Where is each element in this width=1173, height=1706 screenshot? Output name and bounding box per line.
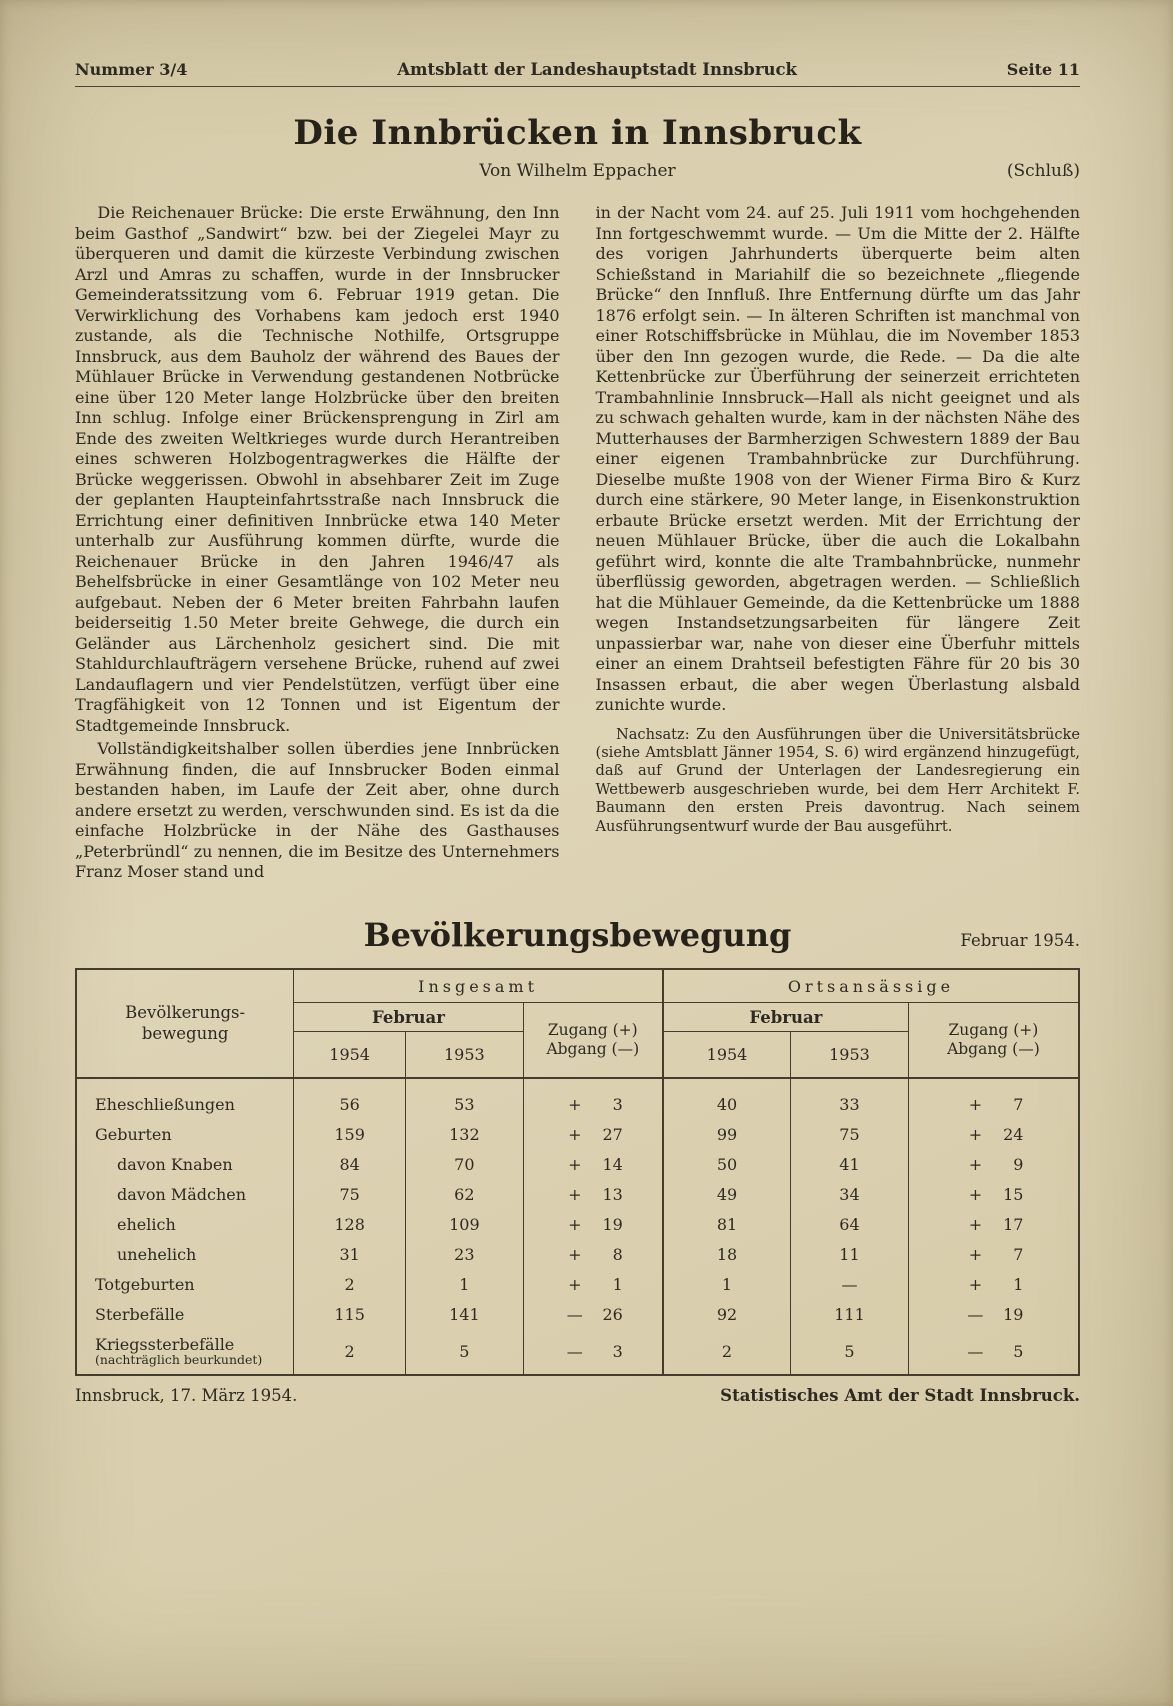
- value-cell: 31: [294, 1239, 406, 1269]
- table-row: [76, 1149, 1079, 1179]
- value-cell: 40: [663, 1078, 791, 1120]
- diff-cell: [908, 1119, 1079, 1149]
- group-header-insgesamt: Insgesamt: [294, 969, 663, 1003]
- diff-header: [908, 1002, 1079, 1078]
- diff-cell: [523, 1269, 663, 1299]
- diff-cell: [908, 1269, 1079, 1299]
- table-head: [76, 969, 1079, 1078]
- page-number: Seite 11: [1006, 60, 1080, 79]
- diff-header-line: Zugang (+): [547, 1020, 638, 1039]
- value-cell: 84: [294, 1149, 406, 1179]
- table-footer: [75, 1386, 1080, 1405]
- page-content: [75, 60, 1080, 1405]
- row-label: Kriegssterbefälle (nachträglich beurkundet): [76, 1329, 294, 1375]
- diff-value: 5: [1013, 1342, 1024, 1361]
- diff-header: [523, 1002, 663, 1078]
- article-column-left: [75, 203, 560, 886]
- month-header: Februar: [663, 1002, 908, 1031]
- value-cell: 81: [663, 1209, 791, 1239]
- diff-cell: [908, 1209, 1079, 1239]
- group-header-ortsansaessige: Ortsansässige: [663, 969, 1079, 1003]
- footer-date: Innsbruck, 17. März 1954.: [75, 1386, 298, 1405]
- diff-value: 1: [612, 1274, 623, 1294]
- article-title: Die Innbrücken in Innsbruck: [293, 113, 862, 153]
- diff-value: 9: [1013, 1154, 1024, 1174]
- article-column-right: [596, 203, 1081, 886]
- page-header: [75, 60, 1080, 79]
- value-cell: 53: [406, 1078, 524, 1120]
- value-cell: 1: [663, 1269, 791, 1299]
- diff-cell: [523, 1149, 663, 1179]
- value-cell: 75: [791, 1119, 909, 1149]
- value-cell: 5: [791, 1329, 909, 1375]
- diff-header-line: Abgang (—): [546, 1039, 640, 1058]
- diff-sign: +: [968, 1154, 983, 1174]
- diff-sign: +: [568, 1214, 582, 1234]
- value-cell: 2: [663, 1329, 791, 1375]
- value-cell: 50: [663, 1149, 791, 1179]
- diff-sign: —: [967, 1342, 984, 1361]
- diff-sign: +: [968, 1214, 983, 1234]
- row-label: Geburten: [76, 1119, 294, 1149]
- diff-sign: —: [566, 1304, 583, 1324]
- diff-cell: [523, 1119, 663, 1149]
- diff-cell: [523, 1299, 663, 1329]
- year-header: 1954: [294, 1031, 406, 1078]
- table-row: [76, 1239, 1079, 1269]
- table-row: [76, 1179, 1079, 1209]
- year-header: 1953: [406, 1031, 524, 1078]
- diff-cell: [908, 1078, 1079, 1120]
- article-byline: Von Wilhelm Eppacher: [479, 161, 676, 181]
- diff-cell: [908, 1239, 1079, 1269]
- diff-value: 19: [602, 1214, 623, 1234]
- table-row: [76, 1119, 1079, 1149]
- diff-sign: +: [968, 1124, 983, 1144]
- value-cell: 75: [294, 1179, 406, 1209]
- table-row: [76, 1269, 1079, 1299]
- table-row: [76, 1209, 1079, 1239]
- value-cell: 1: [406, 1269, 524, 1299]
- diff-sign: +: [568, 1184, 582, 1204]
- issue-number: Nummer 3/4: [75, 60, 188, 79]
- diff-sign: +: [968, 1184, 983, 1204]
- diff-cell: [908, 1149, 1079, 1179]
- diff-header-line: Zugang (+): [948, 1020, 1039, 1039]
- value-cell: 62: [406, 1179, 524, 1209]
- stats-section-header: [75, 916, 1080, 954]
- nachsatz-paragraph: Nachsatz: Zu den Ausführungen über die Universitätsbrücke (siehe Amtsblatt Jänner 1954, S. 6) wird ergänzend hinzugefügt, daß auf Grund der Unterlagen der Landesregierung ein Wettbewerb ausgeschrieben wurde, bei dem Herr Architekt F. Baumann den ersten Preis davontrug. Nach seinem Ausführungsentwurf wurde der Bau ausgeführt.: [595, 725, 1080, 835]
- row-label: ehelich: [76, 1209, 294, 1239]
- value-cell: 18: [663, 1239, 791, 1269]
- row-label: Eheschließungen: [76, 1078, 294, 1120]
- value-cell: 11: [791, 1239, 909, 1269]
- diff-value: 13: [602, 1184, 623, 1204]
- diff-cell: [908, 1299, 1079, 1329]
- row-label: davon Knaben: [76, 1149, 294, 1179]
- stats-title: Bevölkerungsbewegung: [363, 915, 792, 954]
- table-row: [76, 1329, 1079, 1375]
- diff-cell: [523, 1179, 663, 1209]
- value-cell: 5: [406, 1329, 524, 1375]
- row-label: unehelich: [76, 1239, 294, 1269]
- table-row: [76, 1299, 1079, 1329]
- diff-value: 8: [612, 1244, 623, 1264]
- diff-sign: +: [568, 1154, 582, 1174]
- value-cell: 115: [294, 1299, 406, 1329]
- row-header-line: bewegung: [141, 1024, 229, 1043]
- diff-cell: [908, 1179, 1079, 1209]
- value-cell: 111: [791, 1299, 909, 1329]
- diff-cell: [523, 1209, 663, 1239]
- value-cell: —: [791, 1269, 909, 1299]
- diff-sign: +: [568, 1094, 582, 1114]
- diff-cell: [523, 1239, 663, 1269]
- diff-value: 3: [612, 1342, 623, 1361]
- diff-value: 24: [1003, 1124, 1024, 1144]
- diff-value: 26: [602, 1304, 623, 1324]
- value-cell: 141: [406, 1299, 524, 1329]
- row-header-line: Bevölkerungs-: [125, 1003, 246, 1022]
- stats-table-body: [76, 1078, 1079, 1376]
- closing-note: (Schluß): [1006, 161, 1080, 181]
- diff-sign: +: [568, 1274, 582, 1294]
- byline-row: [75, 161, 1080, 181]
- value-cell: 92: [663, 1299, 791, 1329]
- diff-sign: +: [968, 1274, 983, 1294]
- value-cell: 23: [406, 1239, 524, 1269]
- masthead-title: Amtsblatt der Landeshauptstadt Innsbruck: [397, 60, 797, 79]
- value-cell: 128: [294, 1209, 406, 1239]
- diff-sign: +: [568, 1244, 582, 1264]
- diff-value: 14: [602, 1154, 623, 1174]
- population-table: [75, 968, 1080, 1377]
- header-rule: [75, 86, 1080, 87]
- diff-sign: —: [566, 1342, 583, 1361]
- table-row: [76, 1078, 1079, 1120]
- value-cell: 49: [663, 1179, 791, 1209]
- article-paragraph: Die Reichenauer Brücke: Die erste Erwähnung, den Inn beim Gasthof „Sandwirt“ bzw. bei der Ziegelei Mayr zu überqueren und damit die kürzeste Verbindung zwischen Arzl und Amras zu schaffen, wurde in der Innsbrucker Gemeinderatssitzung vom 6. Februar 1919 getan. Die Verwirklichung des Vorhabens kam jedoch erst 1940 zustande, als die Technische Nothilfe, Ortsgruppe Innsbruck, aus dem Bauholz der während des Baues der Mühlauer Brücke in Verwendung gestandenen Notbrücke eine über 120 Meter lange Holzbrücke über den breiten Inn schlug. Infolge einer Brückensprengung in Zirl am Ende des zweiten Weltkrieges wurde durch Herantreiben eines schweren Holzbogentragwerkes die Hälfte der Brücke weggerissen. Obwohl in absehbarer Zeit im Zuge der geplanten Haupteinfahrtsstraße nach Innsbruck die Errichtung einer definitiven Innbrücke etwa 140 Meter unterhalb zur Ausführung kommen dürfte, wurde die Reichenauer Brücke in den Jahren 1946/47 als Behelfsbrücke in einer Gesamtlänge von 102 Meter neu aufgebaut. Neben der 6 Meter breiten Fahrbahn laufen beiderseitig 1.50 Meter breite Gehwege, die durch ein Geländer aus Lärchenholz gesichert sind. Die mit Stahldurchlaufträgern versehene Brücke, ruhend auf zwei Landauflagern und vier Pendelstützen, verfügt über eine Tragfähigkeit von 12 Tonnen und ist Eigentum der Stadtgemeinde Innsbruck.: [75, 203, 560, 735]
- row-label: davon Mädchen: [76, 1179, 294, 1209]
- article-columns: [75, 203, 1080, 886]
- year-header: 1954: [663, 1031, 791, 1078]
- value-cell: 99: [663, 1119, 791, 1149]
- diff-value: 7: [1013, 1244, 1024, 1264]
- value-cell: 2: [294, 1269, 406, 1299]
- diff-value: 27: [602, 1124, 623, 1144]
- row-label: Totgeburten: [76, 1269, 294, 1299]
- diff-sign: —: [967, 1304, 984, 1324]
- footer-office: Statistisches Amt der Stadt Innsbruck.: [720, 1386, 1080, 1405]
- value-cell: 41: [791, 1149, 909, 1179]
- diff-header-line: Abgang (—): [947, 1039, 1040, 1058]
- value-cell: 2: [294, 1329, 406, 1375]
- row-header: [76, 969, 294, 1078]
- value-cell: 159: [294, 1119, 406, 1149]
- value-cell: 33: [791, 1078, 909, 1120]
- diff-value: 3: [612, 1094, 623, 1114]
- diff-sign: +: [968, 1244, 983, 1264]
- value-cell: 109: [406, 1209, 524, 1239]
- article-paragraph: in der Nacht vom 24. auf 25. Juli 1911 vom hochgehenden Inn fortgeschwemmt wurde. — Um die Mitte der 2. Hälfte des vorigen Jahrhunderts überquerte beim alten Schießstand in Mariahilf die so bezeichnete „fliegende Brücke“ den Innfluß. Ihre Entfernung dürfte um das Jahr 1876 erfolgt sein. — In älteren Schriften ist manchmal von einer Rotschiffsbrücke in Mühlau, die im November 1853 über den Inn gezogen wurde, die Rede. — Da die alte Kettenbrücke zur Überführung der seinerzeit errichteten Trambahnlinie Innsbruck—Hall als nicht geeignet und als zu schwach gehalten wurde, kam in der nächsten Nähe des Mutterhauses der Barmherzigen Schwestern 1889 der Bau einer eigenen Trambahnbrücke zur Durchführung. Dieselbe mußte 1908 von der Wiener Firma Biro & Kurz durch eine stärkere, 90 Meter lange, in Eisenkonstruktion erbaute Brücke ersetzt werden. Mit der Errichtung der neuen Mühlauer Brücke, über die auch die Lokalbahn geführt wird, konnte die alte Trambahnbrücke, nunmehr überflüssig geworden, abgetragen werden. — Schließlich hat die Mühlauer Gemeinde, da die Kettenbrücke um 1888 wegen Instandsetzungsarbeiten für längere Zeit unpassierbar war, nahe von dieser eine Überfuhr mittels einer an einem Drahtseil befestigten Fähre für 20 bis 30 Insassen erbaut, die aber wegen Überlastung alsbald zunichte wurde.: [595, 203, 1080, 714]
- value-cell: 132: [406, 1119, 524, 1149]
- value-cell: 70: [406, 1149, 524, 1179]
- value-cell: 64: [791, 1209, 909, 1239]
- diff-value: 19: [1003, 1304, 1024, 1324]
- value-cell: 34: [791, 1179, 909, 1209]
- stats-date: Februar 1954.: [960, 930, 1080, 950]
- diff-value: 17: [1003, 1214, 1024, 1234]
- row-label: Sterbefälle: [76, 1299, 294, 1329]
- month-header: Februar: [294, 1002, 523, 1031]
- diff-cell: [523, 1078, 663, 1120]
- diff-value: 1: [1013, 1274, 1024, 1294]
- diff-sign: +: [568, 1124, 582, 1144]
- diff-cell: [908, 1329, 1079, 1375]
- diff-cell: [523, 1329, 663, 1375]
- year-header: 1953: [791, 1031, 909, 1078]
- article-paragraph: Vollständigkeitshalber sollen überdies jene Innbrücken Erwähnung finden, die auf Innsbrucker Boden einmal bestanden haben, im Laufe der Zeit aber, ohne durch andere ersetzt zu werden, verschwunden sind. Es ist da die einfache Holzbrücke in der Nähe des Gasthauses „Peterbründl“ zu nennen, die im Besitze des Unternehmers Franz Moser stand und: [75, 739, 560, 881]
- diff-value: 15: [1003, 1184, 1024, 1204]
- diff-value: 7: [1013, 1094, 1024, 1114]
- value-cell: 56: [294, 1078, 406, 1120]
- diff-sign: +: [968, 1094, 983, 1114]
